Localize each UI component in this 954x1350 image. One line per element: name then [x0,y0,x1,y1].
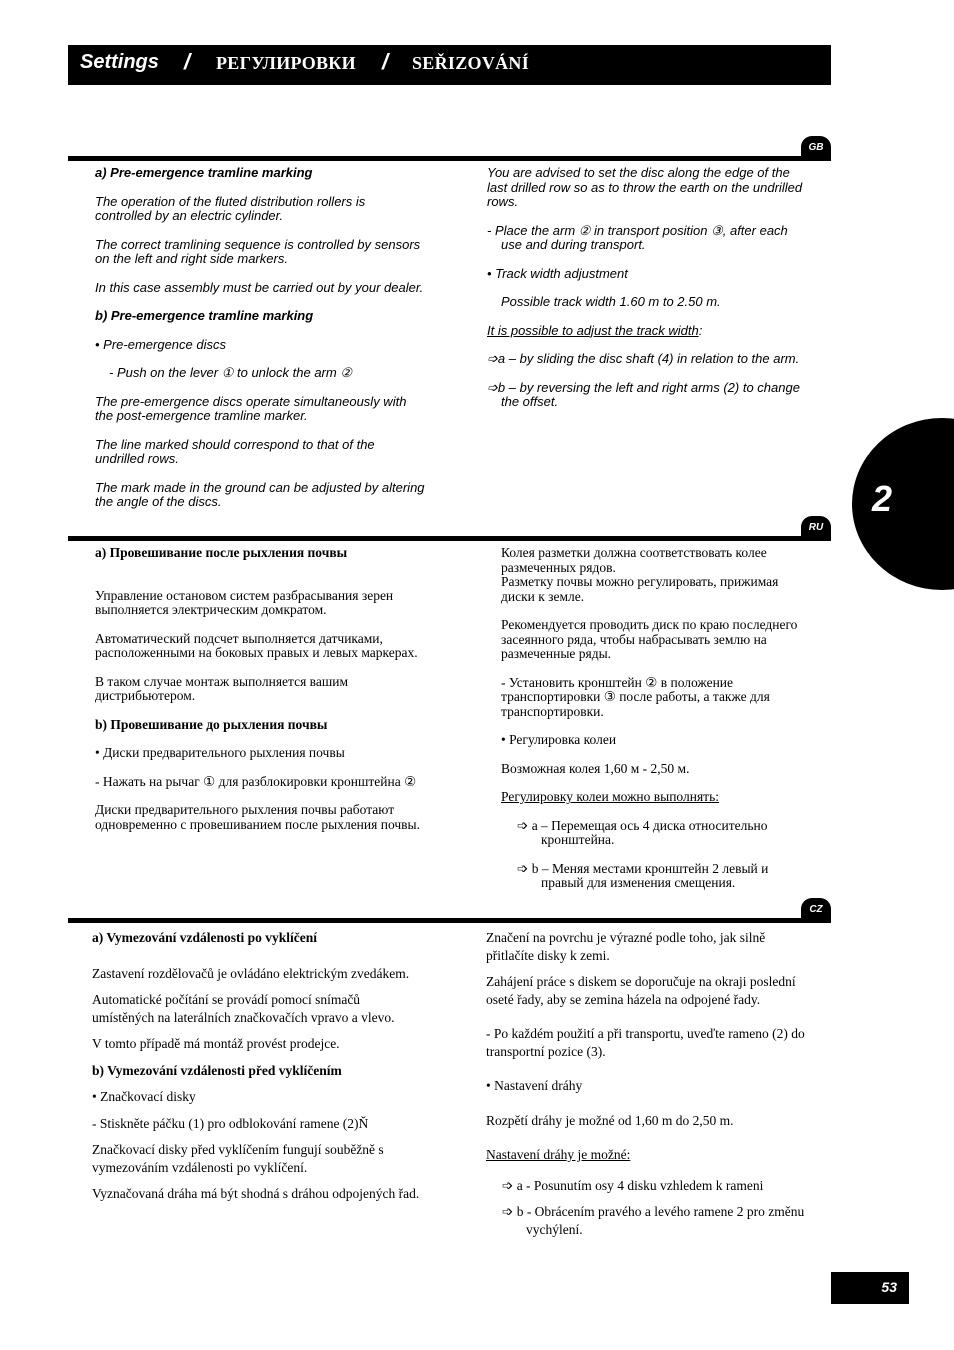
arrow-icon: ➩ [502,1204,514,1219]
section-rule-ru [68,536,831,541]
ru-paragraph: Разметку почвы можно регулировать, прижимая диски к земле. [501,574,779,604]
section-rule-cz [68,918,831,923]
ru-paragraph: Возможная колея 1,60 м - 2,50 м. [501,760,690,776]
cz-paragraph: Značení na povrchu je výrazné podle toho, jak silně přitlačíte disky k zemi. [486,930,766,963]
ru-paragraph: Колея разметки должна соответствовать колее размеченных рядов. [501,545,767,575]
section-rule-gb [68,156,831,161]
cz-paragraph: Rozpětí dráhy je možné od 1,60 m do 2,50 m. [486,1112,734,1128]
cz-paragraph: Vyznačovaná dráha má být shodná s dráhou odpojených řad. [92,1186,420,1201]
cz-option-b-text: b - Obrácením pravého a levého ramene 2 pro změnu vychýlení. [516,1204,805,1237]
gb-paragraph: The correct tramlining sequence is controlled by sensors on the left and right side markers. [95,236,421,266]
ru-step: - Нажать на рычаг ① для разблокировки кронштейна ② [95,773,417,789]
chapter-tab [852,418,954,590]
ru-right-column [501,546,813,891]
gb-heading-a: a) Pre-emergence tramline marking [95,165,313,180]
ru-paragraph: Автоматический подсчет выполняется датчиками, расположенными на боковых правых и левых маркерах. [95,630,418,660]
gb-paragraph [487,324,812,339]
cz-step: - Po každém použití a při transportu, uveďte rameno (2) do transportní pozice (3). [486,1026,805,1059]
arrow-icon: ➩ [517,817,529,833]
gb-paragraph: The mark made in the ground can be adjusted by altering the angle of the discs. [95,479,425,509]
gb-heading-b: b) Pre-emergence tramline marking [95,308,314,323]
gb-paragraph: The line marked should correspond to that of the undrilled rows. [95,436,375,466]
page-number [831,1272,909,1304]
gb-colon: : [698,322,703,338]
header-title-ru: РЕГУЛИРОВКИ [216,53,356,73]
gb-bullet: • Pre-emergence discs [95,336,226,352]
page-number-text: 53 [881,1279,897,1295]
ru-paragraph: В таком случае монтаж выполняется вашим дистрибьютером. [95,673,349,703]
arrow-icon: ➩ [517,860,529,876]
ru-option-a-text: a – Перемещая ось 4 диска относительно кронштейна. [531,817,768,847]
cz-right-column [486,929,811,1238]
cz-option-b [486,1203,811,1238]
language-badge-ru: RU [801,516,831,538]
ru-paragraph: Рекомендуется проводить диск по краю последнего засеянного ряда, чтобы набрасывать землю на размеченные ряды. [501,617,798,661]
header-title-en: Settings [80,51,159,73]
ru-bullet: • Диски предварительного рыхления почвы [95,745,345,760]
cz-bullet: • Značkovací disky [92,1089,196,1104]
gb-paragraph: Possible track width 1.60 m to 2.50 m. [501,294,721,309]
arrow-icon: ➩ [502,1177,514,1193]
cz-heading-b: b) Vymezování vzdálenosti před vyklíčením [92,1062,342,1078]
cz-bullet: • Nastavení dráhy [486,1078,583,1093]
cz-step: - Stiskněte páčku (1) pro odblokování ramene (2)Ň [92,1115,369,1131]
gb-option-a-text: a – by sliding the disc shaft (4) in relation to the arm. [497,351,800,366]
ru-track-width-heading: Регулировку колеи можно выполнять: [501,789,719,804]
cz-left-column [92,929,422,1203]
gb-paragraph: In this case assembly must be carried out by your dealer. [95,279,424,295]
cz-track-width-heading: Nastavení dráhy je možné: [486,1147,631,1162]
gb-bullet: • Track width adjustment [487,265,628,281]
ru-option-b [501,862,813,891]
ru-heading-b: b) Провешивание до рыхления почвы [95,716,328,732]
ru-paragraph: Управление остановом систем разбрасывания зерен выполняется электрическим домкратом. [95,587,394,617]
gb-option-b [487,381,812,410]
gb-option-b-text: b – by reversing the left and right arms (2) to change the offset. [497,379,800,409]
gb-step: - Push on the lever ① to unlock the arm ② [109,365,352,380]
ru-left-column [95,546,425,832]
cz-paragraph: V tomto případě má montáž provést prodejce. [92,1036,340,1051]
cz-option-a [486,1177,811,1195]
language-badge-cz: CZ [801,898,831,920]
gb-right-column [487,166,812,410]
header-separator: / [184,49,191,74]
gb-step: - Place the arm ② in transport position ③, after each use and during transport. [487,222,788,252]
gb-left-column [95,166,425,510]
gb-track-width-heading: It is possible to adjust the track width [487,322,699,338]
gb-option-a [487,352,812,367]
arrow-icon: ➩ [487,379,498,395]
cz-paragraph: Automatické počítání se provádí pomocí snímačů umístěných na laterálních značkovačích vpravo a vlevo. [92,992,395,1025]
header-title-cz: SEŘIZOVÁNÍ [412,53,530,73]
ru-bullet: • Регулировка колеи [501,732,617,747]
header-bar [68,45,831,85]
gb-paragraph: The operation of the fluted distribution rollers is controlled by an electric cylinder. [95,193,366,223]
cz-option-a-text: a - Posunutím osy 4 disku vzhledem k rameni [516,1177,764,1193]
cz-paragraph: Značkovací disky před vyklíčením fungují souběžně s vymezováním vzdálenosti po vyklíčení. [92,1142,384,1175]
language-badge-gb: GB [801,136,831,158]
ru-heading-a: a) Провешивание после рыхления почвы [95,545,348,560]
ru-paragraph: Диски предварительного рыхления почвы работают одновременно с провешиванием после рыхления почвы. [95,802,420,832]
arrow-icon: ➩ [487,351,498,366]
ru-option-a [501,819,813,848]
gb-paragraph: You are advised to set the disc along the edge of the last drilled row so as to throw the earth on the undrilled rows. [487,165,803,209]
cz-heading-a: a) Vymezování vzdálenosti po vyklíčení [92,930,318,945]
cz-paragraph: Zahájení práce s diskem se doporučuje na okraji poslední oseté řady, aby se zemina házela na odpojené řady. [486,974,796,1007]
cz-paragraph: Zastavení rozdělovačů je ovládáno elektrickým zvedákem. [92,965,410,981]
chapter-tab-number: 2 [872,478,893,519]
ru-option-b-text: b – Меняя местами кронштейн 2 левый и правый для изменения смещения. [531,860,769,890]
header-separator: / [382,49,389,74]
ru-step: - Установить кронштейн ② в положение транспортировки ③ после работы, а также для транспортировки. [501,674,770,719]
gb-paragraph: The pre-emergence discs operate simultaneously with the post-emergence tramline marker. [95,393,407,423]
